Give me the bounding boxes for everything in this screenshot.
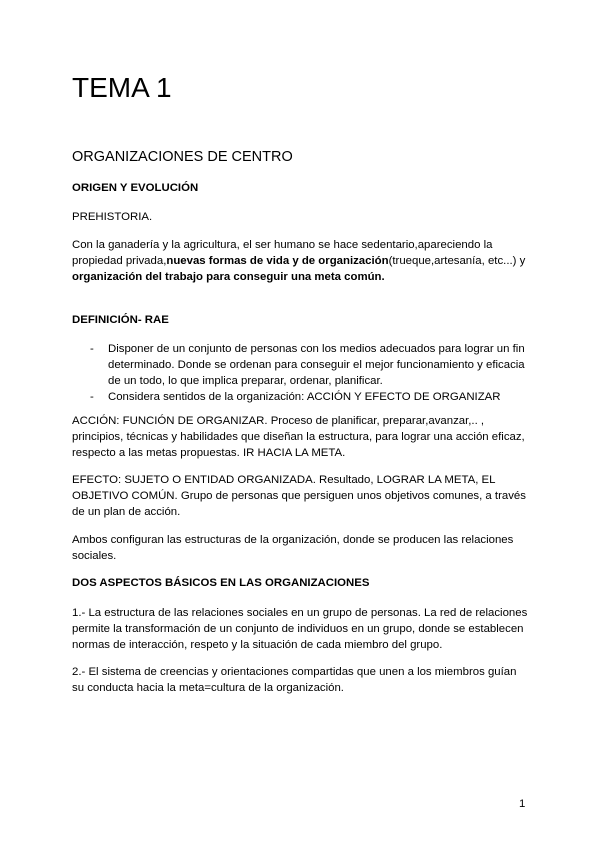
- paragraph-aspecto-1: 1.- La estructura de las relaciones sociales en un grupo de personas. La red de relaciones permite la transformación de un conjunto de individuos en un grupo, donde se establecen normas de interacción, respeto y la situación de cada miembro del grupo.: [72, 607, 528, 651]
- section-heading-aspectos: DOS ASPECTOS BÁSICOS EN LAS ORGANIZACIONES: [72, 577, 370, 589]
- text-run: (trueque,artesanía, etc...) y: [388, 255, 526, 267]
- section-heading-origen: ORIGEN Y EVOLUCIÓN: [72, 182, 199, 194]
- paragraph-ambos: Ambos configuran las estructuras de la organización, donde se producen las relaciones sociales.: [72, 534, 514, 562]
- bullet-dash: -: [90, 343, 94, 355]
- definition-list: [72, 341, 530, 405]
- document-title: TEMA 1: [72, 72, 172, 103]
- bold-text-run: nuevas formas de vida y de organización: [166, 255, 389, 267]
- paragraph-prehistoria: PREHISTORIA.: [72, 211, 153, 223]
- bullet-dash: -: [90, 391, 94, 403]
- paragraph-aspecto-2: 2.- El sistema de creencias y orientaciones compartidas que unen a los miembros guían su conducta hacia la meta=cultura de la organización.: [72, 666, 517, 694]
- document-subtitle: ORGANIZACIONES DE CENTRO: [72, 149, 293, 165]
- list-item: [72, 341, 530, 389]
- text-run: Con la ganadería y la agricultura, el ser humano se hace sedentario,apareciendo la propiedad privada,: [72, 239, 493, 267]
- list-item: [72, 389, 530, 405]
- page-number: 1: [519, 798, 526, 810]
- bold-text-run: organización del trabajo para conseguir una meta común.: [72, 271, 385, 283]
- section-heading-definicion: DEFINICIÓN- RAE: [72, 314, 169, 326]
- paragraph-ganaderia: [72, 237, 530, 285]
- list-item-text: Considera sentidos de la organización: ACCIÓN Y EFECTO DE ORGANIZAR: [108, 391, 501, 403]
- list-item-text: Disponer de un conjunto de personas con los medios adecuados para lograr un fin determinado. Donde se ordenan para conseguir el mejor funcionamiento y eficacia de un todo, lo que implica preparar, ordenar, planificar.: [108, 343, 525, 387]
- paragraph-efecto: EFECTO: SUJETO O ENTIDAD ORGANIZADA. Resultado, LOGRAR LA META, EL OBJETIVO COMÚN. Grupo de personas que persiguen unos objetivos comunes, a través de un plan de acción.: [72, 474, 526, 518]
- paragraph-accion: ACCIÓN: FUNCIÓN DE ORGANIZAR. Proceso de planificar, preparar,avanzar,.. , principios, técnicas y habilidades que diseñan la estructura, para lograr una acción eficaz, respecto a las metas propuestas. IR HACIA LA META.: [72, 415, 525, 459]
